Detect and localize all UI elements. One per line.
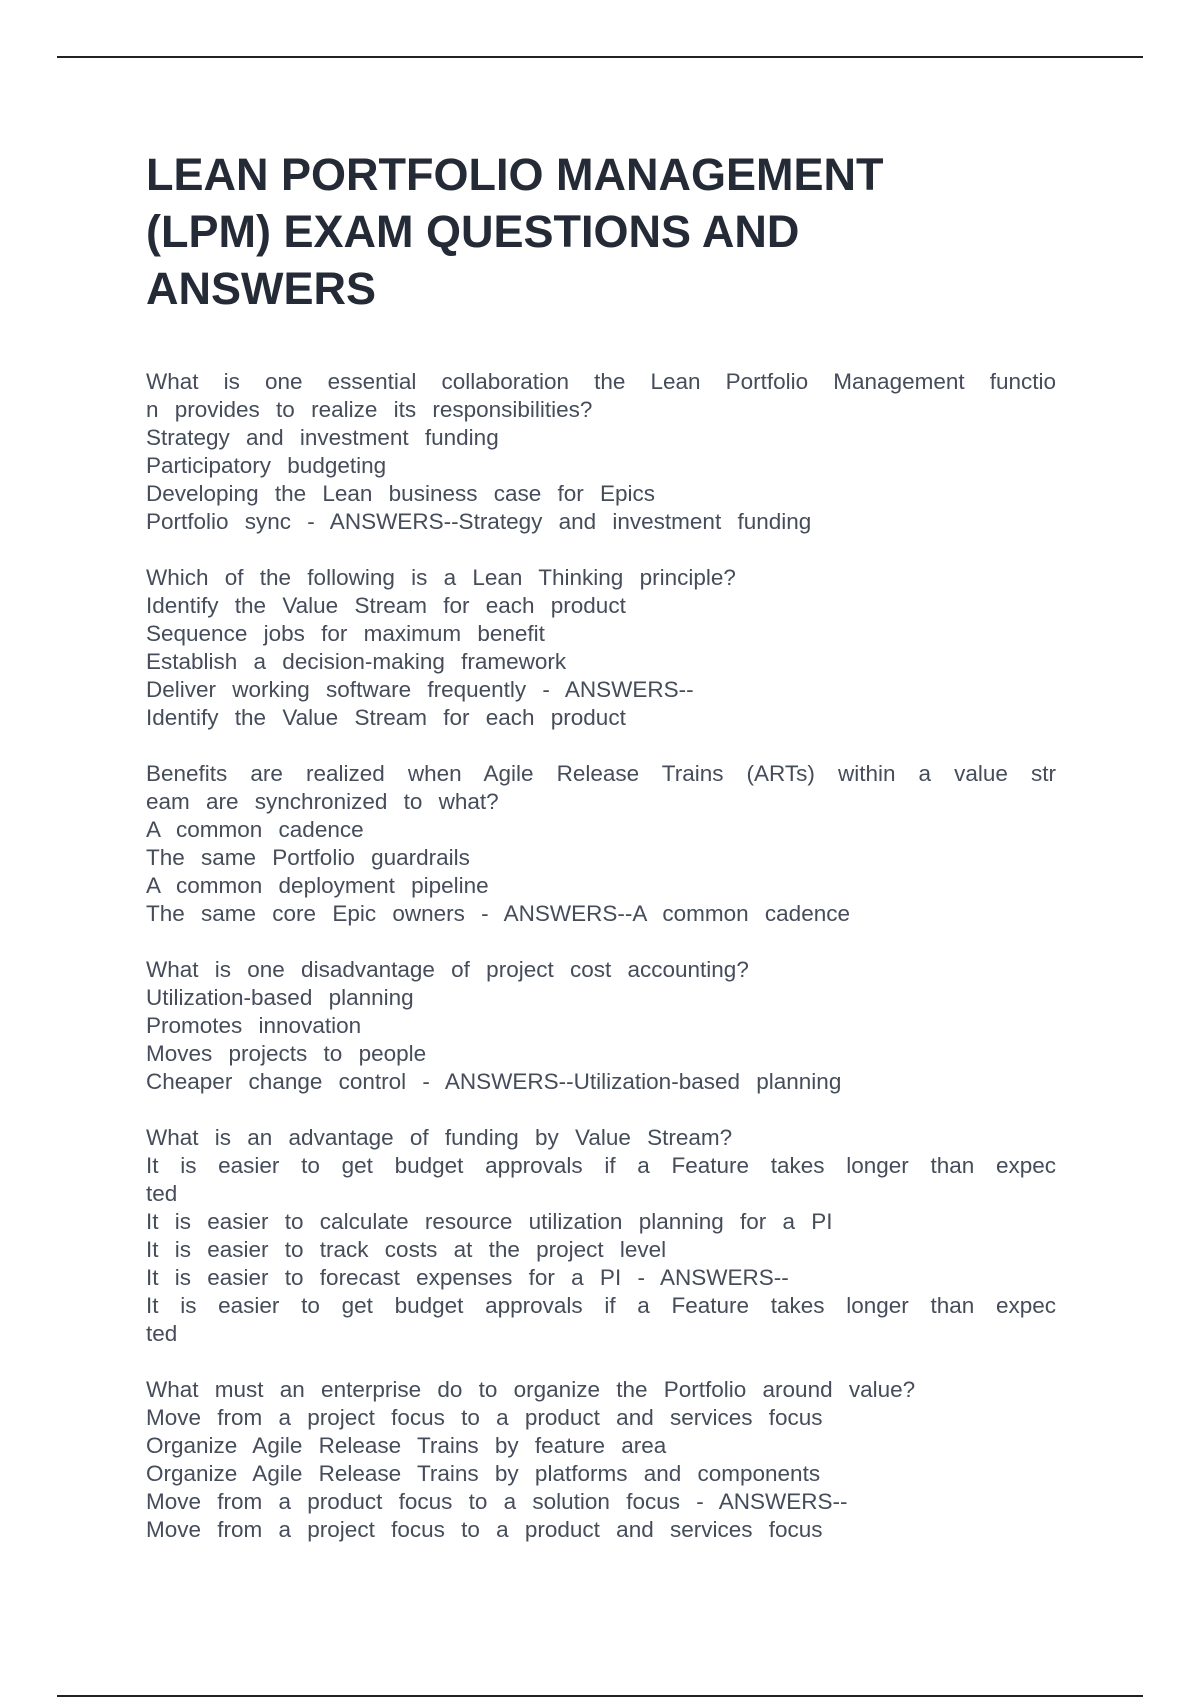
answer-line: It is easier to forecast expenses for a PI - ANSWERS--	[146, 1265, 789, 1290]
question-line: Which of the following is a Lean Thinking principle?	[146, 565, 736, 590]
option-line: It is easier to calculate resource utilization planning for a PI	[146, 1209, 833, 1234]
answer-line: Cheaper change control - ANSWERS--Utilization-based planning	[146, 1069, 842, 1094]
title-line: (LPM) EXAM QUESTIONS AND	[146, 206, 800, 257]
answer-line: ted	[146, 1321, 178, 1346]
qa-block-5	[146, 1124, 1056, 1348]
option-line: Utilization-based planning	[146, 985, 414, 1010]
option-line: Establish a decision-making framework	[146, 649, 567, 674]
option-line: Move from a product focus to a solution focus - ANSWERS--	[146, 1489, 848, 1514]
qa-block-1	[146, 368, 1056, 536]
question-line: n provides to realize its responsibilities?	[146, 397, 593, 422]
answer-line: The same core Epic owners - ANSWERS--A common cadence	[146, 901, 850, 926]
option-line: It is easier to get budget approvals if a Feature takes longer than expec	[146, 1153, 1056, 1178]
question-line: What is one disadvantage of project cost accounting?	[146, 957, 749, 982]
option-line: Moves projects to people	[146, 1041, 427, 1066]
option-line: Promotes innovation	[146, 1013, 362, 1038]
option-line: Developing the Lean business case for Epics	[146, 481, 656, 506]
answer-line: Move from a project focus to a product and services focus	[146, 1517, 823, 1542]
option-line: Organize Agile Release Trains by feature area	[146, 1433, 667, 1458]
qa-content	[146, 368, 1056, 1572]
question-line: eam are synchronized to what?	[146, 789, 499, 814]
option-line: Participatory budgeting	[146, 453, 387, 478]
top-rule	[57, 56, 1143, 58]
title-line: ANSWERS	[146, 263, 377, 314]
question-line: What is an advantage of funding by Value Stream?	[146, 1125, 733, 1150]
bottom-rule	[57, 1695, 1143, 1697]
qa-block-2	[146, 564, 1056, 732]
option-line: A common deployment pipeline	[146, 873, 489, 898]
document-title	[146, 146, 1076, 317]
qa-block-6	[146, 1376, 1056, 1544]
qa-block-4	[146, 956, 1056, 1096]
answer-line: It is easier to get budget approvals if a Feature takes longer than expec	[146, 1293, 1056, 1318]
option-line: Move from a project focus to a product and services focus	[146, 1405, 823, 1430]
option-line: It is easier to track costs at the project level	[146, 1237, 667, 1262]
title-line: LEAN PORTFOLIO MANAGEMENT	[146, 149, 884, 200]
option-line: Deliver working software frequently - ANSWERS--	[146, 677, 694, 702]
option-line: ted	[146, 1181, 178, 1206]
question-line: Benefits are realized when Agile Release Trains (ARTs) within a value str	[146, 761, 1056, 786]
question-line: What is one essential collaboration the Lean Portfolio Management functio	[146, 369, 1056, 394]
option-line: Strategy and investment funding	[146, 425, 499, 450]
option-line: Sequence jobs for maximum benefit	[146, 621, 545, 646]
question-line: What must an enterprise do to organize the Portfolio around value?	[146, 1377, 916, 1402]
qa-block-3	[146, 760, 1056, 928]
option-line: The same Portfolio guardrails	[146, 845, 470, 870]
answer-line: Portfolio sync - ANSWERS--Strategy and investment funding	[146, 509, 812, 534]
option-line: A common cadence	[146, 817, 364, 842]
option-line: Organize Agile Release Trains by platforms and components	[146, 1461, 821, 1486]
option-line: Identify the Value Stream for each product	[146, 593, 626, 618]
answer-line: Identify the Value Stream for each product	[146, 705, 626, 730]
